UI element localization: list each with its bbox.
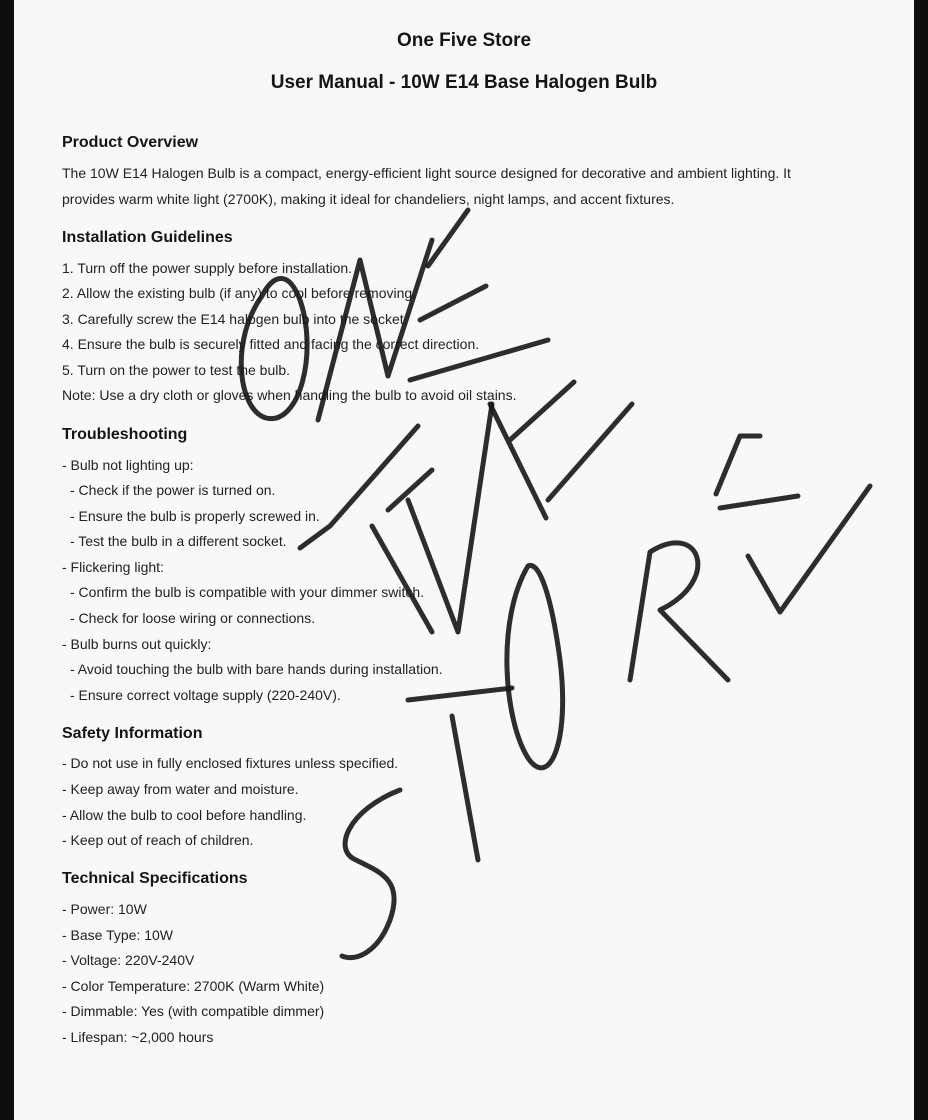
overview-line-2: provides warm white light (2700K), making it ideal for chandeliers, night lamps, and accent fixtures. — [62, 191, 675, 207]
installation-step: 4. Ensure the bulb is securely fitted and facing the correct direction. — [62, 336, 480, 352]
spec-line: - Color Temperature: 2700K (Warm White) — [62, 978, 325, 994]
section-heading-installation: Installation Guidelines — [62, 229, 233, 246]
section-heading-specs: Technical Specifications — [62, 870, 248, 887]
troubleshooting-line: - Avoid touching the bulb with bare hands during installation. — [70, 661, 443, 677]
spec-line: - Lifespan: ~2,000 hours — [62, 1029, 214, 1045]
document-page — [14, 0, 914, 1120]
spec-line: - Dimmable: Yes (with compatible dimmer) — [62, 1003, 325, 1019]
installation-step: 2. Allow the existing bulb (if any) to cool before removing. — [62, 285, 417, 301]
store-name: One Five Store — [396, 30, 532, 51]
safety-line: - Allow the bulb to cool before handling. — [62, 807, 307, 823]
troubleshooting-line: - Ensure correct voltage supply (220-240V). — [70, 687, 341, 703]
safety-line: - Do not use in fully enclosed fixtures unless specified. — [62, 755, 399, 771]
troubleshooting-line: - Flickering light: — [62, 559, 164, 575]
troubleshooting-line: - Confirm the bulb is compatible with your dimmer switch. — [70, 584, 425, 600]
manual-title: User Manual - 10W E14 Base Halogen Bulb — [270, 72, 658, 93]
troubleshooting-line: - Check for loose wiring or connections. — [70, 610, 316, 626]
section-heading-overview: Product Overview — [62, 134, 199, 151]
spec-line: - Voltage: 220V-240V — [62, 952, 195, 968]
spec-line: - Power: 10W — [62, 901, 147, 917]
troubleshooting-line: - Test the bulb in a different socket. — [70, 533, 287, 549]
troubleshooting-line: - Bulb not lighting up: — [62, 457, 194, 473]
overview-line-1: The 10W E14 Halogen Bulb is a compact, energy-efficient light source designed for decorative and ambient lighting. It — [62, 165, 791, 181]
installation-step: 1. Turn off the power supply before installation. — [62, 260, 353, 276]
spec-line: - Base Type: 10W — [62, 927, 174, 943]
troubleshooting-line: - Check if the power is turned on. — [70, 482, 276, 498]
safety-line: - Keep away from water and moisture. — [62, 781, 299, 797]
troubleshooting-line: - Ensure the bulb is properly screwed in. — [70, 508, 320, 524]
installation-step: 5. Turn on the power to test the bulb. — [62, 362, 291, 378]
troubleshooting-line: - Bulb burns out quickly: — [62, 636, 212, 652]
installation-step: 3. Carefully screw the E14 halogen bulb into the socket. — [62, 311, 408, 327]
safety-line: - Keep out of reach of children. — [62, 832, 254, 848]
section-heading-troubleshooting: Troubleshooting — [62, 426, 188, 443]
installation-note: Note: Use a dry cloth or gloves when handling the bulb to avoid oil stains. — [62, 387, 517, 403]
section-heading-safety: Safety Information — [62, 725, 203, 742]
